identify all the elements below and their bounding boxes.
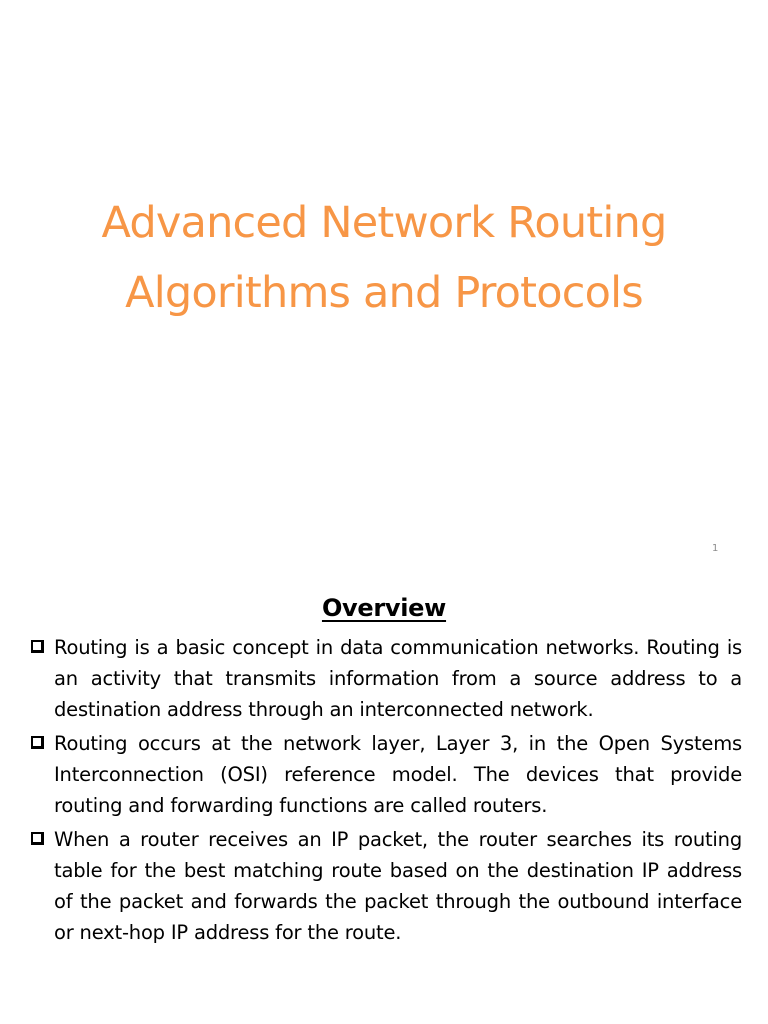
list-item	[30, 824, 742, 948]
bullet-text: Routing is a basic concept in data communication networks. Routing is an activity that transmits information from a source address to a destination address through an interconnected network.	[54, 636, 742, 721]
overview-slide	[0, 584, 768, 1024]
list-item	[30, 728, 742, 821]
bullet-text: When a router receives an IP packet, the router searches its routing table for the best matching route based on the destination IP address of the packet and forwards the packet through the outbound interface or next-hop IP address for the route.	[54, 828, 742, 944]
bullet-text: Routing occurs at the network layer, Layer 3, in the Open Systems Interconnection (OSI) reference model. The devices that provide routing and forwarding functions are called routers.	[54, 732, 742, 817]
bullet-list	[30, 632, 742, 951]
list-item	[30, 632, 742, 725]
overview-heading: Overview	[321, 594, 447, 622]
checkbox-bullet-icon	[31, 832, 44, 845]
checkbox-bullet-icon	[31, 736, 44, 749]
page-number: 1	[712, 543, 719, 554]
title-line-1: Advanced Network Routing	[101, 198, 667, 248]
slide-title	[30, 188, 738, 328]
title-line-2: Algorithms and Protocols	[125, 268, 643, 318]
checkbox-bullet-icon	[31, 640, 44, 653]
